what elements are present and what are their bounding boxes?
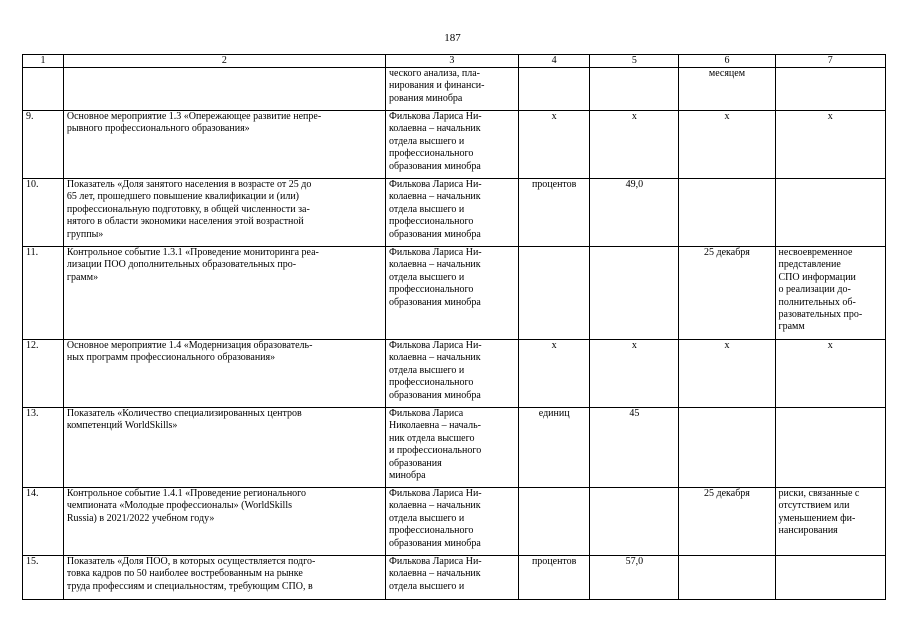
cell-text: х [631,111,637,122]
value-cell [590,340,679,408]
cell-text: х [551,340,557,351]
row-number-cell [23,179,64,247]
date-cell [679,179,775,247]
cell-text: месяцем [708,68,746,79]
cell-line: Показатель «Доля занятого населения в возрасте от 25 до [66,179,312,190]
value-cell [590,488,679,556]
row-number-cell [23,111,64,179]
cell-line: Филькова Лариса Ни- [388,247,482,258]
responsible-cell [385,340,518,408]
cell-line: профессионального [388,284,474,296]
cell-line: отдела высшего и [388,135,465,147]
cell-text: 25 декабря [704,488,750,499]
row-name-cell [63,111,385,179]
cell-line: нятого в области экономики населения этой возрастной [66,216,304,228]
cell-line: ных программ профессионального образования» [66,352,276,364]
row-number-cell [23,247,64,340]
cell-text: 49,0 [625,179,644,190]
cell-line: 65 лет, прошедшего повышение квалификации и (или) [66,191,299,203]
cell-line: образования минобра [388,537,481,549]
cell-line: профессионального [388,525,474,537]
cell-line: отсутствием или [778,500,850,512]
cell-line: лизации ПОО дополнительных образовательных про- [66,259,297,271]
cell-line: колаевна – начальник [388,568,481,580]
cell-line: профессиональную подготовку, в общей численности за- [66,203,310,215]
value-cell [590,68,679,111]
date-cell [679,488,775,556]
row-name-cell [63,179,385,247]
cell-line: минобра [388,470,426,482]
cell-line: рывного профессионального образования» [66,123,250,135]
responsible-cell [385,179,518,247]
cell-line: ник отдела высшего [388,432,475,444]
cell-line: Филькова Лариса Ни- [388,340,482,351]
responsible-cell [385,247,518,340]
row-name-cell [63,247,385,340]
responsible-cell [385,408,518,488]
cell-line: группы» [66,228,104,240]
page-number: 187 [444,32,461,44]
cell-line: образования минобра [388,228,481,240]
cell-text: 25 декабря [704,247,750,258]
value-cell [590,247,679,340]
unit-cell [518,488,590,556]
responsible-cell [385,111,518,179]
header-cell: 1 [23,55,64,68]
cell-line: представление [778,259,841,271]
unit-cell [518,247,590,340]
cell-line: колаевна – начальник [388,352,481,364]
row-name-cell [63,340,385,408]
unit-cell [518,408,590,488]
cell-line: отдела высшего и [388,271,465,283]
cell-line: несвоевременное [778,247,853,258]
cell-text: х [551,111,557,122]
cell-line: нирования и финанси- [388,80,485,92]
note-cell [775,247,885,340]
cell-line: колаевна – начальник [388,259,481,271]
cell-line: отдела высшего и [388,580,465,592]
cell-line: Филькова Лариса [388,408,464,419]
unit-cell [518,179,590,247]
cell-line: риски, связанные с [778,488,860,499]
row-name-cell [63,408,385,488]
cell-text: 57,0 [625,556,644,567]
unit-cell [518,111,590,179]
cell-line: Основное мероприятие 1.3 «Опережающее развитие непре- [66,111,322,122]
cell-line: Russia) в 2021/2022 учебном году» [66,512,215,524]
cell-text: х [724,111,730,122]
value-cell [590,408,679,488]
cell-text: 45 [629,408,640,419]
row-number-cell [23,408,64,488]
row-name-cell [63,68,385,111]
cell-line: профессионального [388,216,474,228]
note-cell [775,556,885,600]
row-number-cell [23,556,64,600]
row-number-cell [23,488,64,556]
cell-line: уменьшением фи- [778,512,856,524]
cell-line: колаевна – начальник [388,191,481,203]
cell-text: единиц [538,408,570,419]
cell-line: и профессионального [388,445,482,457]
cell-line: х [827,340,833,351]
cell-line: образования [388,457,442,469]
date-cell [679,556,775,600]
header-cell: 7 [775,55,885,68]
cell-line: Показатель «Количество специализированных центров [66,408,302,419]
cell-line: Филькова Лариса Ни- [388,111,482,122]
cell-text: 9. [26,111,34,122]
row-name-cell [63,556,385,600]
note-cell [775,68,885,111]
cell-line: о реализации до- [778,284,851,296]
date-cell [679,68,775,111]
value-cell [590,111,679,179]
cell-line: грамм» [66,271,99,283]
responsible-cell [385,68,518,111]
note-cell [775,111,885,179]
cell-text: х [631,340,637,351]
responsible-cell [385,488,518,556]
cell-text: 14. [26,488,39,499]
responsible-cell [385,556,518,600]
cell-line: Контрольное событие 1.3.1 «Проведение мониторинга реа- [66,247,319,258]
cell-line: отдела высшего и [388,512,465,524]
cell-line: Филькова Лариса Ни- [388,556,482,567]
header-cell: 4 [518,55,590,68]
cell-line: Филькова Лариса Ни- [388,488,482,499]
value-cell [590,179,679,247]
unit-cell [518,340,590,408]
header-cell: 2 [63,55,385,68]
cell-line: х [827,111,833,122]
note-cell [775,340,885,408]
cell-line: чемпионата «Молодые профессионалы» (WorldSkills [66,500,293,512]
cell-line: нансирования [778,525,838,537]
cell-line: труда профессиям и специальностям, требующим СПО, в [66,580,313,592]
header-row [23,55,886,68]
date-cell [679,408,775,488]
cell-line: колаевна – начальник [388,500,481,512]
cell-text: 10. [26,179,39,190]
header-cell: 3 [385,55,518,68]
cell-text: процентов [531,179,577,190]
value-cell [590,556,679,600]
unit-cell [518,556,590,600]
header-cell: 5 [590,55,679,68]
table-row [23,556,886,600]
cell-line: Показатель «Доля ПОО, в которых осуществляется подго- [66,556,316,567]
cell-line: рования минобра [388,92,463,104]
cell-line: полнительных об- [778,296,856,308]
cell-line: профессионального [388,148,474,160]
cell-line: компетенций WorldSkills» [66,420,178,432]
cell-line: колаевна – начальник [388,123,481,135]
table-row [23,488,886,556]
row-name-cell [63,488,385,556]
cell-line: товка кадров по 50 наиболее востребованным на рынке [66,568,303,580]
cell-line: СПО информации [778,271,856,283]
table-row [23,408,886,488]
cell-line: профессионального [388,377,474,389]
date-cell [679,247,775,340]
cell-text: 15. [26,556,39,567]
cell-line: отдела высшего и [388,203,465,215]
table-row [23,68,886,111]
table-row [23,340,886,408]
header-cell: 6 [679,55,775,68]
note-cell [775,488,885,556]
cell-line: грамм [778,321,805,333]
cell-text: процентов [531,556,577,567]
cell-line: разовательных про- [778,309,863,321]
cell-line: образования минобра [388,389,481,401]
cell-text: 12. [26,340,39,351]
note-cell [775,408,885,488]
table-row [23,247,886,340]
note-cell [775,179,885,247]
cell-text: х [724,340,730,351]
date-cell [679,340,775,408]
plan-table [22,54,886,600]
cell-line: образования минобра [388,160,481,172]
cell-text: 11. [26,247,39,258]
cell-text: 13. [26,408,39,419]
cell-line: образования минобра [388,296,481,308]
table-row [23,111,886,179]
date-cell [679,111,775,179]
table-row [23,179,886,247]
cell-line: отдела высшего и [388,364,465,376]
row-number-cell [23,68,64,111]
row-number-cell [23,340,64,408]
cell-line: Николаевна – началь- [388,420,481,432]
unit-cell [518,68,590,111]
cell-line: ческого анализа, пла- [388,68,480,79]
cell-line: Контрольное событие 1.4.1 «Проведение регионального [66,488,307,499]
cell-line: Основное мероприятие 1.4 «Модернизация образователь- [66,340,313,351]
cell-line: Филькова Лариса Ни- [388,179,482,190]
